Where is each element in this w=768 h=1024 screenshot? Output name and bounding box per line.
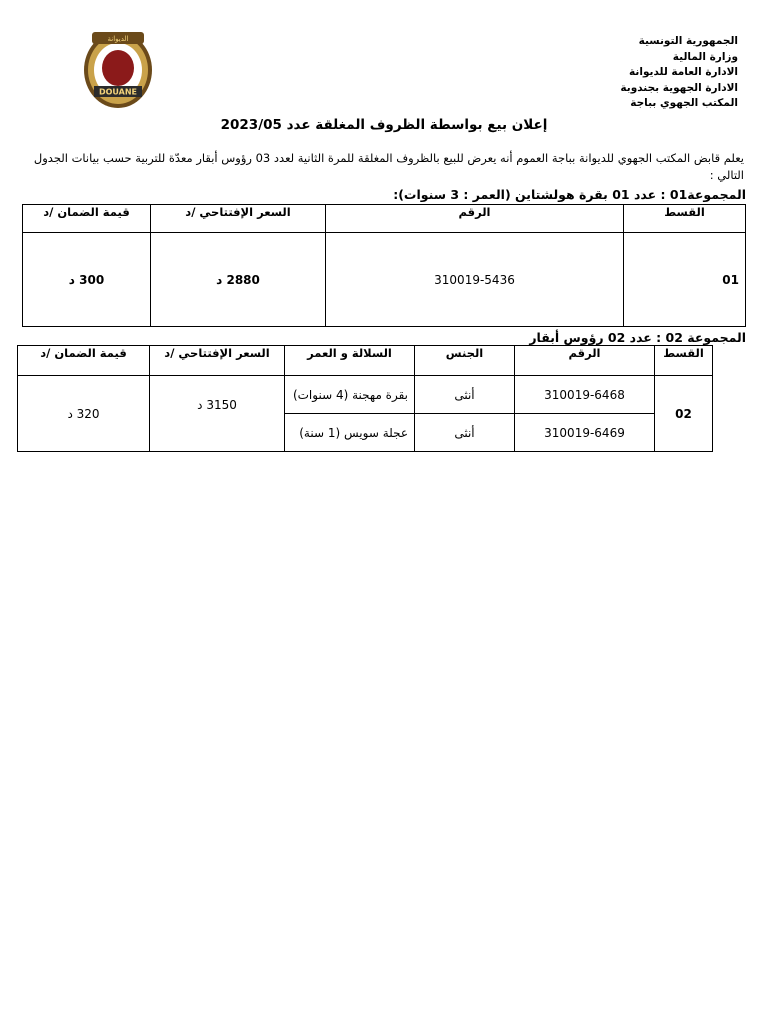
- animal-number: 310019-6469: [515, 414, 655, 452]
- col-number: الرقم: [326, 205, 624, 233]
- col-guarantee: قيمة الضمان /د: [18, 346, 150, 376]
- customs-logo: [80, 24, 156, 112]
- animal-breed: بقرة مهجنة (4 سنوات): [285, 376, 415, 414]
- animal-number: 310019-5436: [326, 233, 624, 327]
- opening-price: 2880 د: [151, 233, 326, 327]
- intro-paragraph: يعلم قابض المكتب الجهوي للديوانة بباجة العموم أنه يعرض للبيع بالظروف المغلقة للمرة الثانية لعدد 03 رؤوس أبقار معدّة للتربية حسب بيانات الجدول التالي :: [33, 151, 744, 182]
- col-number: الرقم: [515, 346, 655, 376]
- col-guarantee: قيمة الضمان /د: [23, 205, 151, 233]
- animal-sex: أنثى: [415, 414, 515, 452]
- animal-breed: عجلة سويس (1 سنة): [285, 414, 415, 452]
- seal-icon: [80, 24, 156, 112]
- page-title: إعلان بيع بواسطة الظروف المغلقة عدد 2023/05: [220, 117, 548, 133]
- col-sex: الجنس: [415, 346, 515, 376]
- opening-price: 3150 د: [150, 376, 285, 452]
- group1-table: [22, 204, 746, 327]
- group2-table: [17, 345, 713, 452]
- table-row: [23, 233, 746, 327]
- animal-sex: أنثى: [415, 376, 515, 414]
- header-block: [518, 34, 738, 112]
- header-line: المكتب الجهوي بباجة: [630, 97, 738, 109]
- animal-number: 310019-6468: [515, 376, 655, 414]
- group2-title: المجموعة 02 : عدد 02 رؤوس أبقار: [529, 330, 746, 345]
- group1-title: المجموعة01 : عدد 01 بقرة هولشتاين (العمر : 3 سنوات):: [393, 187, 746, 202]
- col-price: السعر الإفتتاحي /د: [150, 346, 285, 376]
- guarantee-value: 320 د: [18, 376, 150, 452]
- header-line: الادارة الجهوية بجندوبة: [620, 81, 738, 94]
- logo-arabic-text: الديوانة: [107, 35, 129, 43]
- table-header-row: [18, 346, 713, 376]
- guarantee-value: 300 د: [23, 233, 151, 327]
- header-line: الجمهورية التونسية: [638, 35, 738, 47]
- col-breed-age: السلالة و العمر: [285, 346, 415, 376]
- header-line: وزارة المالية: [672, 50, 738, 63]
- logo-text: DOUANE: [98, 87, 138, 97]
- col-price: السعر الإفتتاحي /د: [151, 205, 326, 233]
- table-row: [18, 376, 713, 414]
- col-lot: القسط: [655, 346, 713, 376]
- table-header-row: [23, 205, 746, 233]
- col-lot: القسط: [624, 205, 746, 233]
- lot-number: 02: [655, 376, 713, 452]
- header-line: الادارة العامة للديوانة: [629, 66, 738, 78]
- lot-number: 01: [624, 233, 746, 327]
